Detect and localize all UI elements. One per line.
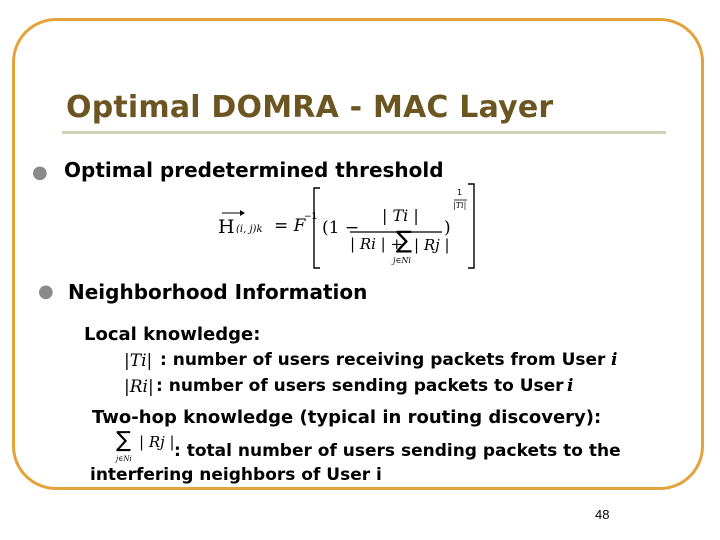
formula-sum-index: j∈Ni <box>393 256 411 265</box>
bullet-neighborhood: Neighborhood Information <box>68 280 368 304</box>
sum-icon: ∑ <box>116 428 131 453</box>
left-bracket <box>314 188 320 268</box>
bullet-dot-icon: ● <box>38 281 54 302</box>
page-number: 48 <box>595 507 610 522</box>
title-underline <box>62 131 666 134</box>
formula-exp-den: |Ti| <box>453 201 467 210</box>
bullet-dot-icon: ● <box>32 162 48 183</box>
ti-user-var: i <box>611 350 618 370</box>
formula-denom-left: | Ri | + <box>350 235 404 253</box>
vector-arrow-head <box>240 210 245 216</box>
twohop-description: : total number of users sending packets to the <box>174 441 621 461</box>
ti-description: : number of users receiving packets from User <box>160 350 606 370</box>
twohop-description-cont: interfering neighbors of User i <box>90 465 382 485</box>
slide-title: Optimal DOMRA - MAC Layer <box>66 90 554 125</box>
formula-close-paren: ) <box>444 218 451 238</box>
formula-equals-f: = F <box>274 216 306 236</box>
local-heading: Local knowledge: <box>84 324 261 345</box>
formula-denom-right: | Rj | <box>414 236 450 254</box>
formula-inverse: −1 <box>304 212 318 222</box>
ri-symbol: |Ri| <box>124 377 154 397</box>
ri-description: : number of users sending packets to User <box>156 376 564 396</box>
formula-numerator: | Ti | <box>382 206 419 225</box>
formula-subscript: (i, j)k <box>236 224 263 235</box>
formula-one-minus: (1 − <box>322 218 360 238</box>
bullet-threshold: Optimal predetermined threshold <box>64 158 444 182</box>
twohop-rj: | Rj | <box>139 433 175 451</box>
ti-symbol: |Ti| <box>124 351 153 371</box>
twohop-sum-index: j∈Ni <box>116 455 132 463</box>
ri-user-var: i <box>567 376 574 396</box>
twohop-heading: Two-hop knowledge (typical in routing discovery): <box>92 407 602 428</box>
right-bracket <box>468 184 474 268</box>
sum-icon: ∑ <box>396 226 413 254</box>
threshold-formula <box>210 180 485 272</box>
formula-h: H <box>218 216 235 238</box>
formula-exp-num: 1 <box>457 188 463 197</box>
